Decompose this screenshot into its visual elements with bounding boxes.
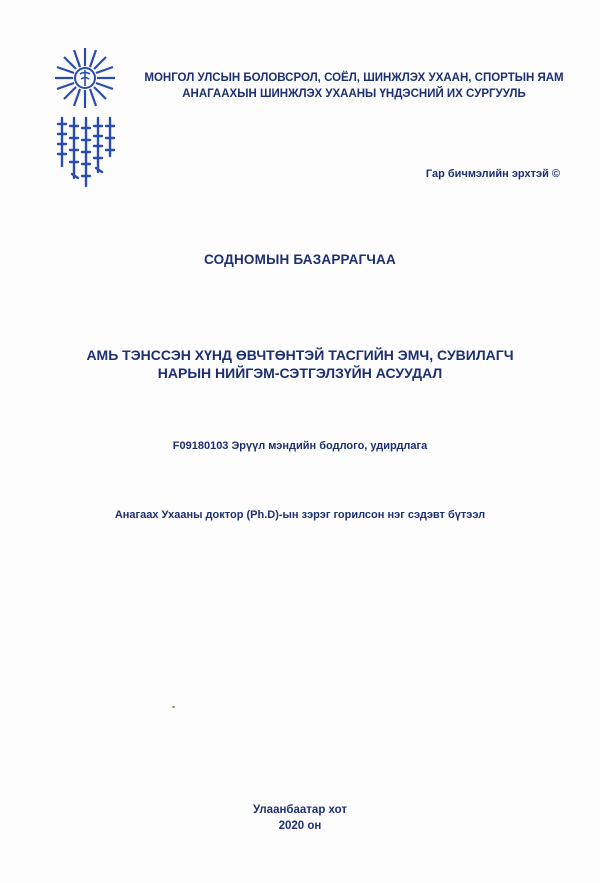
city: Улаанбаатар хот	[252, 804, 348, 816]
author-name: СОДНОМЫН БАЗАРРАГЧАА	[204, 252, 396, 267]
year: 2020 он	[278, 820, 322, 832]
degree-statement: Анагаах Ухааны доктор (Ph.D)-ын зэрэг горилсон нэг сэдэвт бүтээл	[114, 509, 486, 521]
thesis-title-line-1: АМЬ ТЭНССЭН ХҮНД ӨВЧТӨНТЭЙ ТАСГИЙН ЭМЧ, СУВИЛАГЧ	[86, 347, 514, 363]
place-and-year	[0, 802, 600, 834]
specialty-code: F09180103 Эрүүл мэндийн бодлого, удирдлага	[172, 440, 428, 452]
thesis-title-line-2: НАРЫН НИЙГЭМ-СЭТГЭЛЗҮЙН АСУУДАЛ	[157, 365, 443, 381]
thesis-title	[40, 346, 560, 382]
university-emblem-icon	[52, 46, 118, 196]
copyright-notice: Гар бичмэлийн эрхтэй ©	[425, 168, 560, 180]
university-name: АНАГААХЫН ШИНЖЛЭХ УХААНЫ ҮНДЭСНИЙ ИХ СУРГУУЛЬ	[182, 88, 526, 100]
scan-speck	[172, 706, 175, 708]
ministry-header	[134, 70, 574, 102]
ministry-name: МОНГОЛ УЛСЫН БОЛОВСРОЛ, СОЁЛ, ШИНЖЛЭХ УХААН, СПОРТЫН ЯАМ	[144, 72, 564, 84]
